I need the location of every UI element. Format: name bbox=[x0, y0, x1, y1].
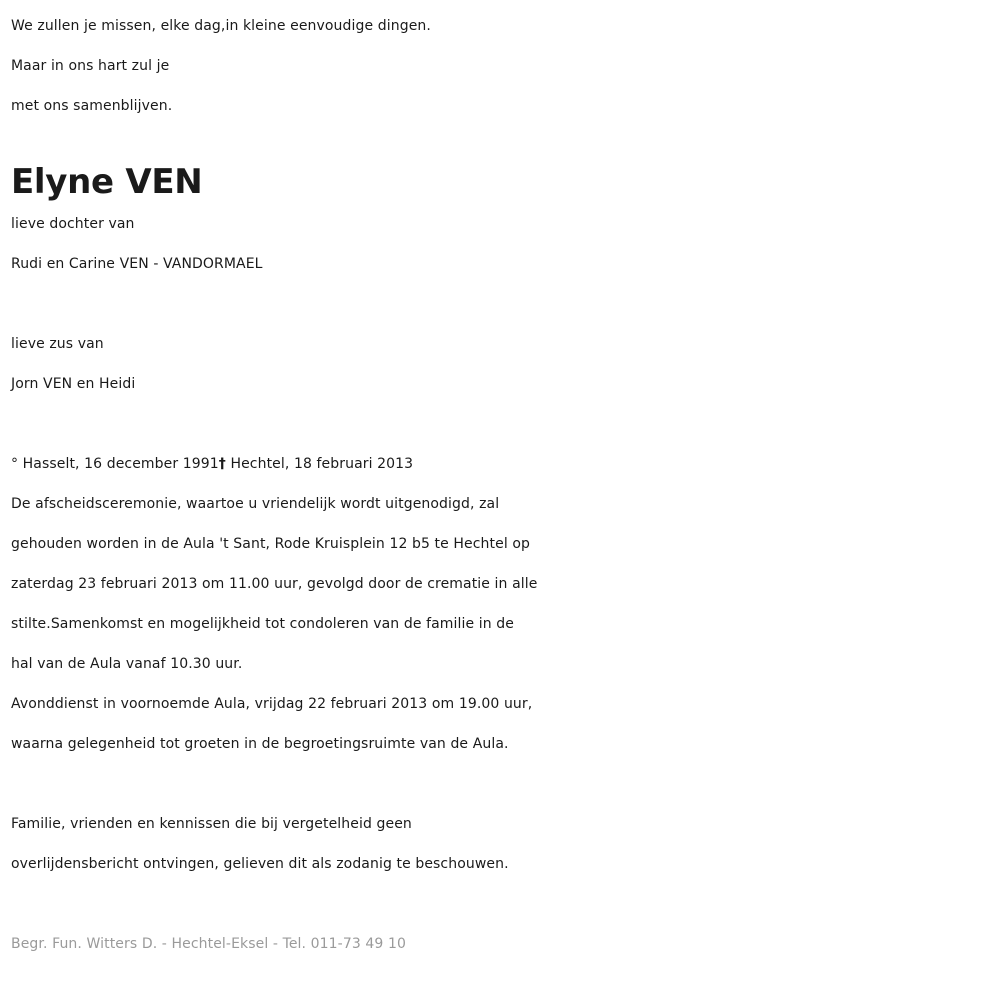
ceremony-line: Avonddienst in voornoemde Aula, vrijdag 22 februari 2013 om 19.00 uur, bbox=[11, 696, 533, 712]
siblings-names: Jorn VEN en Heidi bbox=[11, 376, 136, 392]
spacer bbox=[11, 284, 996, 324]
sister-label: lieve zus van bbox=[11, 336, 104, 352]
notice-line: overlijdensbericht ontvingen, gelieven dit als zodanig te beschouwen. bbox=[11, 856, 509, 872]
deceased-name: Elyne VEN bbox=[11, 162, 203, 202]
obituary-notice bbox=[11, 6, 996, 964]
birth-death-dates bbox=[11, 444, 996, 484]
parents-names: Rudi en Carine VEN - VANDORMAEL bbox=[11, 256, 263, 272]
notice-line: Familie, vrienden en kennissen die bij vergetelheid geen bbox=[11, 816, 412, 832]
poem-line: met ons samenblijven. bbox=[11, 98, 173, 114]
poem-line: Maar in ons hart zul je bbox=[11, 58, 170, 74]
spacer bbox=[11, 884, 996, 924]
ceremony-line: stilte.Samenkomst en mogelijkheid tot condoleren van de familie in de bbox=[11, 616, 514, 632]
spacer bbox=[11, 764, 996, 804]
birth-info: ° Hasselt, 16 december 1991 bbox=[11, 456, 219, 472]
spacer bbox=[11, 404, 996, 444]
death-info: Hechtel, 18 februari 2013 bbox=[225, 456, 414, 472]
cross-icon: † bbox=[218, 456, 226, 472]
ceremony-line: zaterdag 23 februari 2013 om 11.00 uur, gevolgd door de crematie in alle bbox=[11, 576, 538, 592]
daughter-label: lieve dochter van bbox=[11, 216, 135, 232]
poem-line: We zullen je missen, elke dag,in kleine eenvoudige dingen. bbox=[11, 18, 431, 34]
notice-text bbox=[11, 804, 996, 884]
funeral-home-footer: Begr. Fun. Witters D. - Hechtel-Eksel - Tel. 011-73 49 10 bbox=[11, 936, 406, 952]
ceremony-info bbox=[11, 484, 996, 764]
ceremony-line: De afscheidsceremonie, waartoe u vriendelijk wordt uitgenodigd, zal bbox=[11, 496, 500, 512]
sister-of bbox=[11, 324, 996, 404]
ceremony-line: gehouden worden in de Aula 't Sant, Rode Kruisplein 12 b5 te Hechtel op bbox=[11, 536, 531, 552]
poem bbox=[11, 6, 996, 126]
daughter-of bbox=[11, 204, 996, 284]
ceremony-line: waarna gelegenheid tot groeten in de begroetingsruimte van de Aula. bbox=[11, 736, 509, 752]
ceremony-line: hal van de Aula vanaf 10.30 uur. bbox=[11, 656, 243, 672]
